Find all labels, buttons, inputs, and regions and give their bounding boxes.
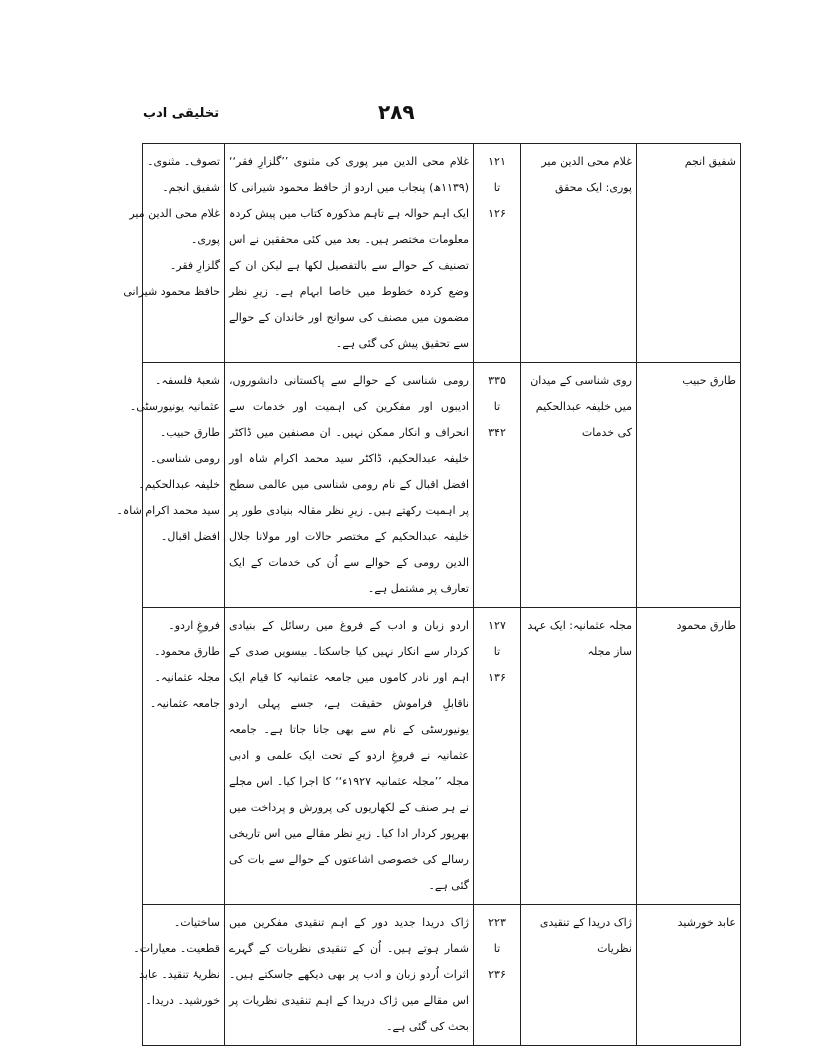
- keywords-cell: [116, 363, 225, 608]
- keyword: طارق حبیب۔: [159, 426, 220, 439]
- page-range-part: ۳۳۵: [488, 374, 506, 387]
- table-row: [143, 363, 741, 608]
- author-cell: شفیق انجم: [637, 144, 741, 363]
- author-cell: عابد خورشید: [637, 905, 741, 1046]
- keyword: عثمانیہ یونیورسٹی۔: [129, 400, 220, 413]
- keyword: پوری۔: [190, 233, 220, 246]
- keyword: حافظ محمود شیرانی: [123, 285, 220, 298]
- pages-cell: [474, 363, 521, 608]
- pages-cell: [474, 608, 521, 905]
- keyword: غلام محی الدین میر: [129, 207, 220, 220]
- page-range-part: ۲۲۳: [488, 916, 506, 929]
- title-cell: روی شناسی کے میدان میں خلیفہ عبدالحکیم کی خدمات: [521, 363, 637, 608]
- page-range-part: ۳۴۲: [488, 426, 506, 439]
- keyword: طارق محمود۔: [154, 645, 220, 658]
- keyword: شعبۂ فلسفہ۔: [155, 374, 220, 387]
- keyword: فروغِ اردو۔: [168, 619, 220, 632]
- author-cell: طارق محمود: [637, 608, 741, 905]
- keyword: مجلہ عثمانیہ۔: [154, 671, 220, 684]
- page-range-part: ۲۳۶: [488, 968, 506, 981]
- keyword: نظریۂ تنقید۔ عابد: [139, 968, 220, 981]
- page-range-part: تا: [493, 942, 501, 955]
- article-index-table: [116, 143, 741, 1046]
- table-row: [143, 905, 741, 1046]
- table-row: [143, 144, 741, 363]
- summary-cell: ژاک دریدا جدید دور کے اہم تنقیدی مفکرین میں شمار ہوتے ہیں۔ اُن کے تنقیدی نظریات کے گہرے اثرات اُردو زبان و ادب پر بھی دیکھے جاسکتے ہیں۔ اس مقالے میں ژاک دریدا کے اہم تنقیدی نظریات پر بحث کی گئی ہے۔: [225, 905, 474, 1046]
- journal-title: تخلیقی ادب: [143, 106, 220, 121]
- page-range-part: ۱۳۶: [488, 671, 506, 684]
- keyword: قطعیت۔ معیارات۔: [133, 942, 220, 955]
- keyword: شفیق انجم۔: [162, 181, 220, 194]
- title-cell: ژاک دریدا کے تنقیدی نظریات: [521, 905, 637, 1046]
- keywords-cell: [143, 608, 225, 905]
- keyword: سید محمد اکرام شاہ۔: [116, 504, 220, 517]
- keywords-cell: [123, 144, 225, 363]
- keyword: گلزارِ فقر۔: [169, 259, 220, 272]
- keyword: رومی شناسی۔: [150, 452, 220, 465]
- keyword: خلیفہ عبدالحکیم۔: [138, 478, 220, 491]
- page-range-part: تا: [493, 645, 501, 658]
- title-cell: غلام محی الدین میر پوری: ایک محقق: [521, 144, 637, 363]
- page-range-part: ۱۲۱: [488, 155, 506, 168]
- page-range-part: تا: [493, 400, 501, 413]
- author-cell: طارق حبیب: [637, 363, 741, 608]
- page-number: ۲۸۹: [378, 100, 415, 124]
- page-range-part: تا: [493, 181, 501, 194]
- summary-cell: رومی شناسی کے حوالے سے پاکستانی دانشوروں، ادیبوں اور مفکرین کی اہمیت اور خدمات سے انحراف و انکار ممکن نہیں۔ ان مصنفین میں ڈاکٹر خلیفہ عبدالحکیم، ڈاکٹر سید محمد اکرام شاہ اور افضل اقبال کے نام رومی شناسی میں عالمی سطح پر اہمیت رکھتے ہیں۔ زیرِ نظر مقالہ بنیادی طور پر خلیفہ عبدالحکیم کے مختصر حالات اور مولانا جلال الدین رومی کے حوالے سے اُن کی خدمات کے ایک تعارف پر مشتمل ہے۔: [225, 363, 474, 608]
- page-range-part: ۱۲۶: [488, 207, 506, 220]
- keyword: خورشید۔ دریدا۔: [145, 994, 220, 1007]
- pages-cell: [474, 905, 521, 1046]
- keywords-cell: [133, 905, 225, 1046]
- keyword: تصوف۔ مثنوی۔: [147, 155, 220, 168]
- summary-cell: غلام محی الدین میر پوری کی مثنوی ’’گلزارِ فقر‘‘ (۱۱۳۹ھ) پنجاب میں اردو از حافظ محمود شیرانی کا ایک اہم حوالہ ہے تاہم مذکورہ کتاب میں پیش کردہ معلومات مختصر ہیں۔ بعد میں کئی محققین نے اس تصنیف کے حوالے سے بالتفصیل لکھا ہے لیکن ان کے وضع کردہ خطوط میں خاصا ابہام ہے۔ زیرِ نظر مضمون میں مصنف کی سوانح اور خاندان کے حوالے سے تحقیق پیش کی گئی ہے۔: [225, 144, 474, 363]
- keyword: افضل اقبال۔: [160, 530, 220, 543]
- table-row: [143, 608, 741, 905]
- pages-cell: [474, 144, 521, 363]
- summary-cell: اردو زبان و ادب کے فروغ میں رسائل کے بنیادی کردار سے انکار نہیں کیا جاسکتا۔ بیسویں صدی کے اہم اور نادر کاموں میں جامعہ عثمانیہ کا قیام ایک ناقابلِ فراموش حقیقت ہے، جسے پہلی اردو یونیورسٹی کے نام سے بھی جانا جاتا ہے۔ جامعہ عثمانیہ نے فروغِ اردو کے تحت ایک علمی و ادبی مجلہ ’’مجلہ عثمانیہ ۱۹۲۷ء‘‘ کا اجرا کیا۔ اس مجلے نے ہر صنف کے لکھاریوں کی پرورش و پرداخت میں بھرپور کردار ادا کیا۔ زیرِ نظر مقالے میں اس تاریخی رسالے کی خصوصی اشاعتوں کے حوالے سے بات کی گئی ہے۔: [225, 608, 474, 905]
- keyword: ساختیات۔: [173, 916, 220, 929]
- page-range-part: ۱۲۷: [488, 619, 506, 632]
- title-cell: مجلہ عثمانیہ: ایک عہد ساز مجلہ: [521, 608, 637, 905]
- keyword: جامعہ عثمانیہ۔: [149, 697, 220, 710]
